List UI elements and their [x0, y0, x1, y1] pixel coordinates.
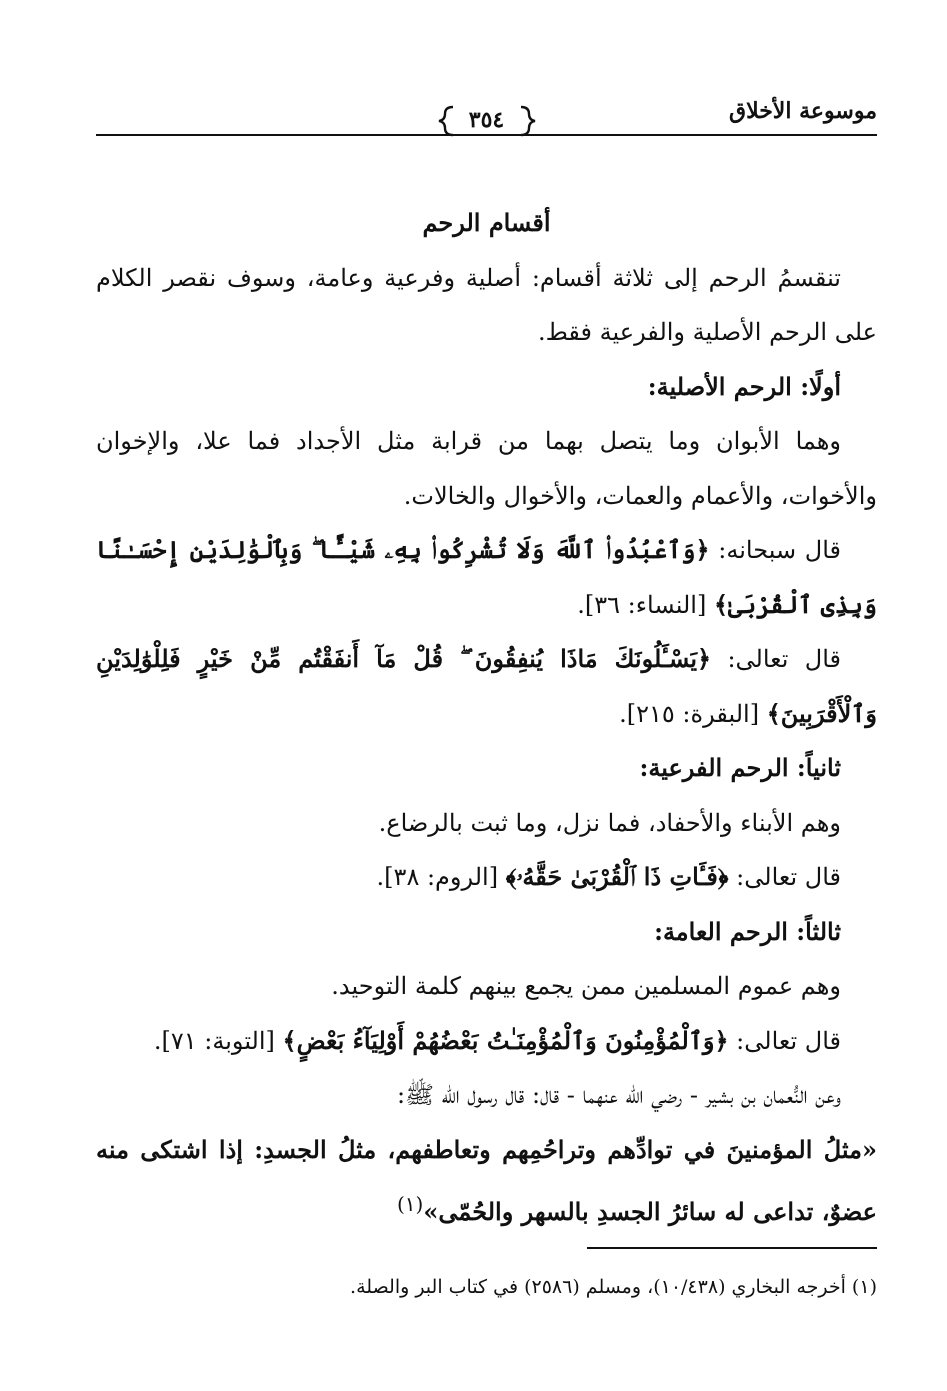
footnote-marker: (١) — [396, 1192, 424, 1216]
quote-baqara — [96, 632, 877, 741]
quran-verse: ﴿وَٱلْمُؤْمِنُونَ وَٱلْمُؤْمِنَـٰتُ بَعْضُهُمْ أَوْلِيَآءُ بَعْضٍ﴾ — [282, 1025, 729, 1055]
intro-paragraph: تنقسمُ الرحم إلى ثلاثة أقسام: أصلية وفرعية وعامة، وسوف نقصر الكلام على الرحم الأصلية والفرعية فقط. — [96, 263, 877, 346]
page — [96, 0, 877, 1391]
heading-second-kinship: ثانياً: الرحم الفرعية: — [639, 753, 841, 782]
page-number: ٣٥٤ — [468, 107, 505, 133]
third-kinship-paragraph: وهم عموم المسلمين ممن يجمع بينهم كلمة التوحيد. — [331, 972, 841, 1000]
heading-third-kinship: ثالثاً: الرحم العامة: — [654, 916, 841, 946]
second-kinship-paragraph: وهم الأبناء والأحفاد، فما نزل، وما ثبت بالرضاع. — [378, 808, 841, 837]
verse-reference: [الروم: ٣٨]. — [376, 863, 506, 891]
hadith-intro: وعن النُّعمان بن بشير - رضي الله عنهما - قال: قال رسول الله ﷺ: — [396, 1081, 841, 1109]
quote-intro: قال تعالى: — [728, 863, 841, 891]
hadith-paragraph — [96, 1123, 877, 1240]
quote-nisa — [96, 523, 877, 632]
quote-intro: قال سبحانه: — [709, 536, 841, 564]
footnote-rule — [587, 1247, 877, 1249]
page-number-badge — [431, 104, 543, 138]
footnote: (١) أخرجه البخاري (١٠/٤٣٨)، ومسلم (٢٥٨٦) في كتاب البر والصلة. — [350, 1276, 877, 1298]
quote-intro: قال تعالى: — [728, 1026, 841, 1055]
section-title: أقسام الرحم — [422, 208, 551, 237]
page-header — [96, 92, 877, 142]
first-kinship-paragraph: وهما الأبوان وما يتصل بهما من قرابة مثل الأجداد فما علا، والإخوان والأخوات، والأعمام والعمات، والأخوال والخالات. — [96, 427, 877, 510]
hadith-text: «مثلُ المؤمنينَ في توادِّهم وتراحُمِهم وتعاطفهم، مثلُ الجسدِ: إذا اشتكى منه عضوٌ، تداعى له سائرُ الجسدِ بالسهر والحُمّى» — [96, 1134, 877, 1226]
quote-rum — [96, 850, 877, 905]
quote-intro: قال تعالى: — [711, 645, 841, 673]
heading-first-kinship: أولًا: الرحم الأصلية: — [647, 371, 841, 401]
quote-tawba — [96, 1014, 877, 1069]
running-title: موسوعة الأخلاق — [729, 98, 877, 124]
verse-reference: [النساء: ٣٦]. — [577, 590, 714, 619]
quran-verse: ﴿وَٱعْبُدُوا۟ ٱللَّهَ وَلَا تُشْرِكُوا۟ بِهِۦ شَيْـًٔا ۖ وَبِٱلْوَٰلِدَيْنِ إِحْسَـٰنًا وَبِذِى ٱلْقُرْبَىٰ﴾ — [96, 535, 877, 619]
verse-reference: [التوبة: ٧١]. — [153, 1026, 283, 1055]
quran-verse: ﴿يَسْـَٔلُونَكَ مَاذَا يُنفِقُونَ ۖ قُلْ مَآ أَنفَقْتُم مِّنْ خَيْرٍ فَلِلْوَٰلِدَيْنِ وَٱلْأَقْرَبِينَ﴾ — [96, 644, 877, 728]
quran-verse: ﴿فَـَٔاتِ ذَا ٱلْقُرْبَىٰ حَقَّهُۥ﴾ — [505, 862, 729, 891]
verse-reference: [البقرة: ٢١٥]. — [619, 699, 767, 728]
main-text — [96, 196, 877, 1240]
